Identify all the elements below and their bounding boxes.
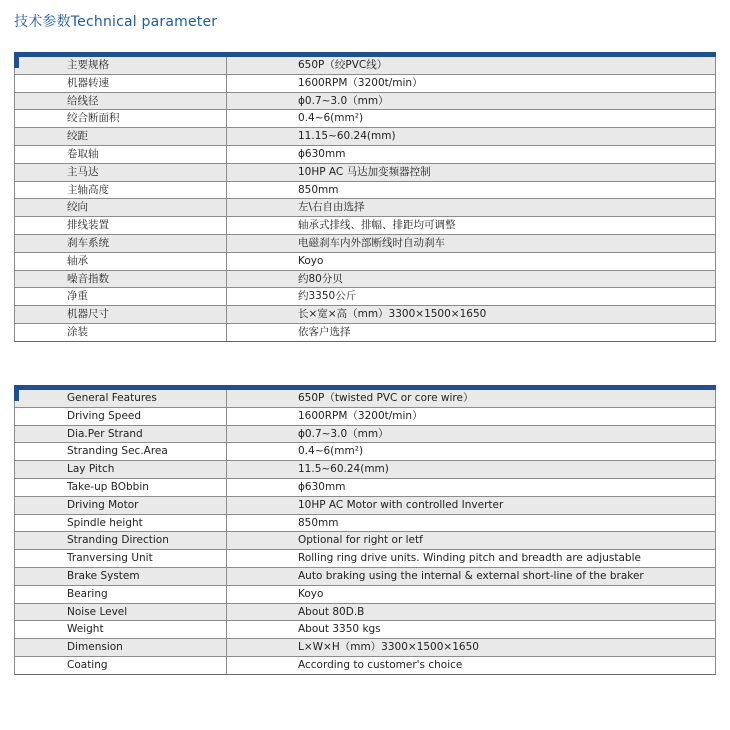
- param-label: Weight: [15, 621, 227, 639]
- spec-table-chinese: [14, 57, 716, 342]
- table-row: [15, 92, 716, 110]
- param-value: 电磁刹车内外部断线时自动刹车: [227, 234, 716, 252]
- param-value: 850mm: [227, 181, 716, 199]
- param-label: 卷取轴: [15, 145, 227, 163]
- param-label: 主要规格: [15, 57, 227, 74]
- table-row: [15, 567, 716, 585]
- table-row: [15, 478, 716, 496]
- table-row: [15, 110, 716, 128]
- param-value: ϕ0.7~3.0（mm）: [227, 92, 716, 110]
- param-value: About 3350 kgs: [227, 621, 716, 639]
- page-title: 技术参数Technical parameter: [14, 14, 218, 30]
- param-label: 噪音指数: [15, 270, 227, 288]
- param-value: ϕ0.7~3.0（mm）: [227, 425, 716, 443]
- param-label: Stranding Direction: [15, 532, 227, 550]
- param-label: 排线装置: [15, 217, 227, 235]
- table-row: [15, 407, 716, 425]
- param-label: 给线径: [15, 92, 227, 110]
- table-row: [15, 234, 716, 252]
- param-value: 约80分贝: [227, 270, 716, 288]
- param-value: 轴承式排线、排幅、排距均可调整: [227, 217, 716, 235]
- table-row: [15, 390, 716, 407]
- param-value: L×W×H（mm）3300×1500×1650: [227, 639, 716, 657]
- param-label: 轴承: [15, 252, 227, 270]
- table-row: [15, 514, 716, 532]
- param-label: Spindle height: [15, 514, 227, 532]
- table-row: [15, 550, 716, 568]
- param-label: Tranversing Unit: [15, 550, 227, 568]
- param-label: Driving Speed: [15, 407, 227, 425]
- table-row: [15, 461, 716, 479]
- param-value: Koyo: [227, 585, 716, 603]
- param-label: 刹车系统: [15, 234, 227, 252]
- table-row: [15, 181, 716, 199]
- param-value: Rolling ring drive units. Winding pitch and breadth are adjustable: [227, 550, 716, 568]
- param-value: 长×宽×高（mm）3300×1500×1650: [227, 306, 716, 324]
- param-value: Auto braking using the internal & external short-line of the braker: [227, 567, 716, 585]
- table-row: [15, 603, 716, 621]
- param-value: 650P（绞PVC线）: [227, 57, 716, 74]
- table-row: [15, 270, 716, 288]
- param-label: Lay Pitch: [15, 461, 227, 479]
- param-value: According to customer's choice: [227, 656, 716, 674]
- table-row: [15, 443, 716, 461]
- param-value: 1600RPM（3200t/min）: [227, 74, 716, 92]
- param-value: 约3350公斤: [227, 288, 716, 306]
- table-row: [15, 199, 716, 217]
- param-label: 主轴高度: [15, 181, 227, 199]
- spec-table-chinese-section: [14, 52, 716, 342]
- param-label: Brake System: [15, 567, 227, 585]
- table-row: [15, 656, 716, 674]
- table-row: [15, 288, 716, 306]
- table-row: [15, 217, 716, 235]
- param-label: 机器转速: [15, 74, 227, 92]
- param-value: About 80D.B: [227, 603, 716, 621]
- table-row: [15, 74, 716, 92]
- param-value: 11.5~60.24(mm): [227, 461, 716, 479]
- param-value: 650P（twisted PVC or core wire）: [227, 390, 716, 407]
- param-value: 左\右自由选择: [227, 199, 716, 217]
- param-value: Koyo: [227, 252, 716, 270]
- param-label: 绞向: [15, 199, 227, 217]
- param-label: 主马达: [15, 163, 227, 181]
- param-value: 0.4~6(mm²): [227, 443, 716, 461]
- param-label: General Features: [15, 390, 227, 407]
- param-label: 机器尺寸: [15, 306, 227, 324]
- param-label: 绞合断面积: [15, 110, 227, 128]
- param-value: 1600RPM（3200t/min）: [227, 407, 716, 425]
- table-row: [15, 621, 716, 639]
- spec-table-english-section: [14, 385, 716, 675]
- table-row: [15, 306, 716, 324]
- param-value: ϕ630mm: [227, 145, 716, 163]
- table-row: [15, 145, 716, 163]
- param-label: Driving Motor: [15, 496, 227, 514]
- table-header-bar: [14, 52, 716, 57]
- param-value: 11.15~60.24(mm): [227, 128, 716, 146]
- param-value: 0.4~6(mm²): [227, 110, 716, 128]
- param-label: 绞距: [15, 128, 227, 146]
- table-row: [15, 128, 716, 146]
- param-label: 净重: [15, 288, 227, 306]
- table-row: [15, 585, 716, 603]
- table-row: [15, 323, 716, 341]
- param-label: Take-up BObbin: [15, 478, 227, 496]
- table-row: [15, 496, 716, 514]
- spec-table-english: [14, 390, 716, 675]
- table-row: [15, 252, 716, 270]
- param-value: 10HP AC 马达加变频器控制: [227, 163, 716, 181]
- param-value: ϕ630mm: [227, 478, 716, 496]
- param-value: 850mm: [227, 514, 716, 532]
- table-row: [15, 163, 716, 181]
- table-row: [15, 532, 716, 550]
- table-row: [15, 425, 716, 443]
- param-label: Coating: [15, 656, 227, 674]
- param-label: Dia.Per Strand: [15, 425, 227, 443]
- param-value: 依客户选择: [227, 323, 716, 341]
- param-label: 涂装: [15, 323, 227, 341]
- param-label: Stranding Sec.Area: [15, 443, 227, 461]
- param-label: Noise Level: [15, 603, 227, 621]
- table-header-bar: [14, 385, 716, 390]
- table-row: [15, 57, 716, 74]
- param-label: Dimension: [15, 639, 227, 657]
- param-value: Optional for right or letf: [227, 532, 716, 550]
- table-row: [15, 639, 716, 657]
- param-label: Bearing: [15, 585, 227, 603]
- param-value: 10HP AC Motor with controlled Inverter: [227, 496, 716, 514]
